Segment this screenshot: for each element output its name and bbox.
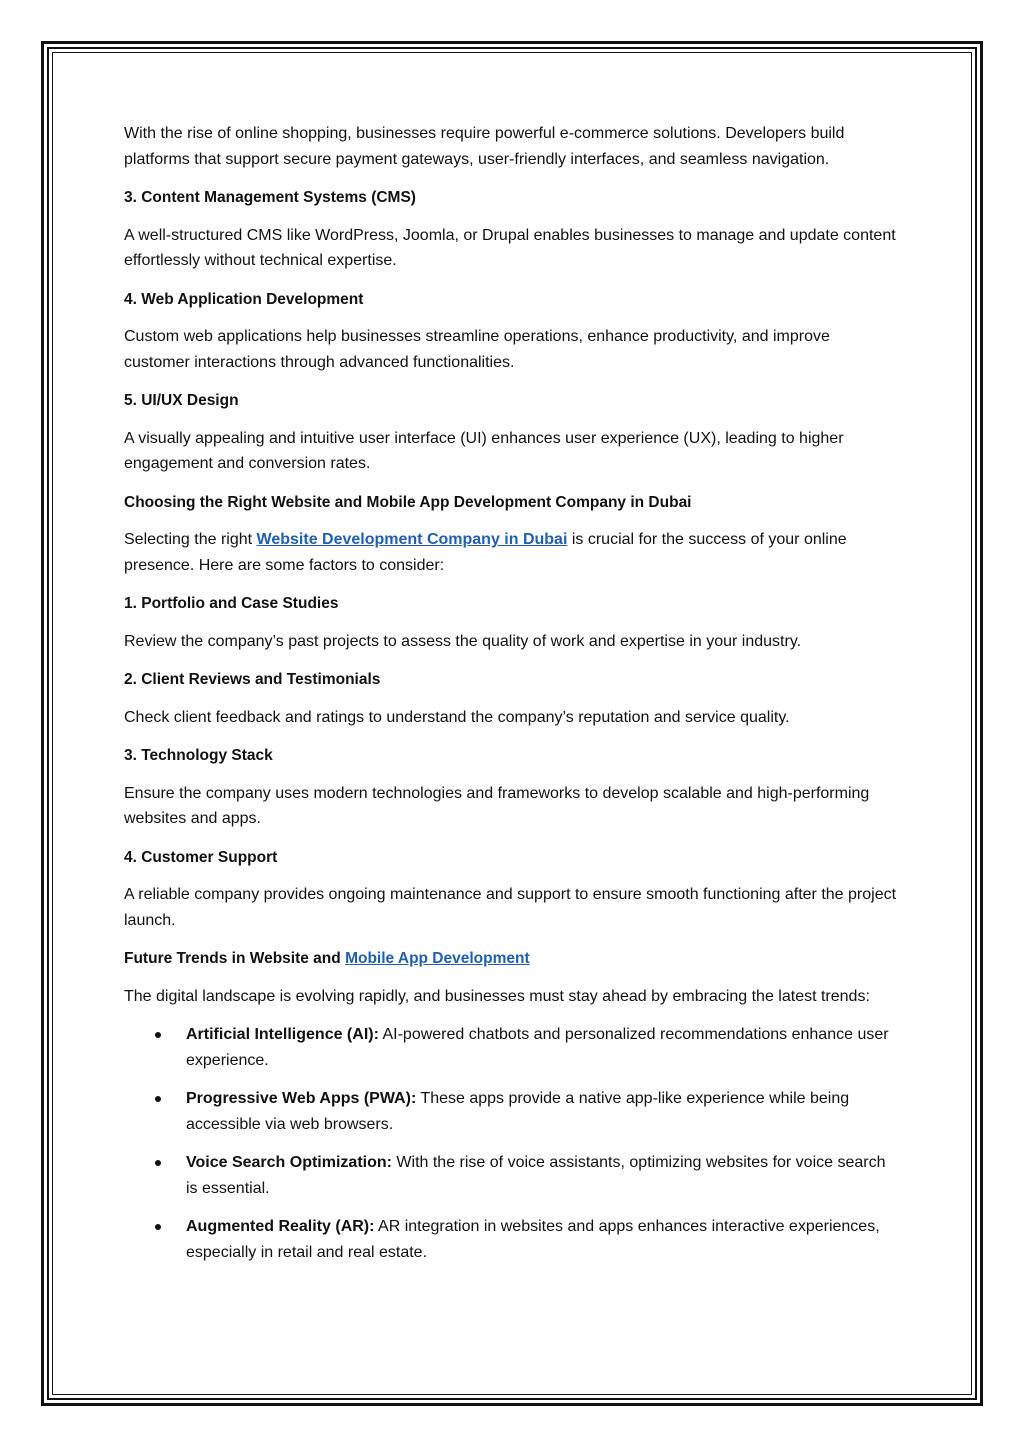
section-body-web-app: Custom web applications help businesses streamline operations, enhance productivity, and improve customer interactions through advanced functionalities. [124, 328, 830, 371]
trend-item-ar [186, 1214, 899, 1265]
trends-list [124, 1022, 899, 1265]
bullet-icon [155, 1160, 161, 1166]
bullet-icon [155, 1224, 161, 1230]
mobile-app-development-link[interactable]: Mobile App Development [345, 950, 530, 967]
bullet-icon [155, 1032, 161, 1038]
choosing-intro-before: Selecting the right [124, 531, 257, 548]
future-intro: The digital landscape is evolving rapidly, and businesses must stay ahead by embracing the latest trends: [124, 987, 870, 1005]
trend-text: With the rise of voice assistants, optimizing websites for voice search is essential. [186, 1154, 886, 1197]
trend-text: AR integration in websites and apps enhances interactive experiences, especially in retail and real estate. [186, 1218, 880, 1261]
factor-heading-portfolio: 1. Portfolio and Case Studies [124, 595, 339, 612]
trend-lead: Artificial Intelligence (AI): [186, 1026, 379, 1043]
factor-body-tech-stack: Ensure the company uses modern technologies and frameworks to develop scalable and high-performing websites and apps. [124, 784, 870, 827]
bullet-icon [155, 1096, 161, 1102]
trend-text: These apps provide a native app-like experience while being accessible via web browsers. [186, 1090, 850, 1133]
trend-text: AI-powered chatbots and personalized recommendations enhance user experience. [186, 1026, 889, 1069]
section-heading-ui-ux: 5. UI/UX Design [124, 392, 239, 409]
trend-item-pwa [186, 1086, 899, 1137]
document-body [124, 121, 899, 1278]
future-heading [124, 946, 899, 972]
choosing-heading: Choosing the Right Website and Mobile App Development Company in Dubai [124, 493, 692, 511]
trend-lead: Progressive Web Apps (PWA): [186, 1090, 417, 1107]
trend-lead: Voice Search Optimization: [186, 1154, 392, 1171]
factor-body-portfolio: Review the company’s past projects to assess the quality of work and expertise in your industry. [124, 632, 802, 650]
factor-heading-support: 4. Customer Support [124, 848, 278, 866]
choosing-intro [124, 527, 899, 578]
section-heading-web-app: 4. Web Application Development [124, 290, 364, 308]
future-heading-text: Future Trends in Website and [124, 950, 346, 967]
factor-heading-tech-stack: 3. Technology Stack [124, 747, 273, 764]
choosing-intro-after: is crucial for the success of your online presence. Here are some factors to consider: [124, 531, 847, 574]
section-body-ui-ux: A visually appealing and intuitive user interface (UI) enhances user experience (UX), leading to higher engagement and conversion rates. [124, 429, 844, 472]
factor-body-reviews: Check client feedback and ratings to understand the company’s reputation and service quality. [124, 708, 790, 726]
website-development-company-link[interactable]: Website Development Company in Dubai [256, 531, 568, 548]
trend-item-voice-search [186, 1150, 899, 1201]
trend-lead: Augmented Reality (AR): [186, 1218, 375, 1235]
factor-body-support: A reliable company provides ongoing maintenance and support to ensure smooth functioning after the project launch. [124, 886, 897, 929]
section-body-cms: A well-structured CMS like WordPress, Joomla, or Drupal enables businesses to manage and update content effortlessly without technical expertise. [124, 226, 896, 269]
trend-item-ai [186, 1022, 899, 1073]
section-heading-cms: 3. Content Management Systems (CMS) [124, 189, 416, 206]
intro-paragraph: With the rise of online shopping, businesses require powerful e-commerce solutions. Developers build platforms that support secure payment gateways, user-friendly interfaces, and seamless navigation. [124, 125, 845, 168]
factor-heading-reviews: 2. Client Reviews and Testimonials [124, 671, 381, 688]
